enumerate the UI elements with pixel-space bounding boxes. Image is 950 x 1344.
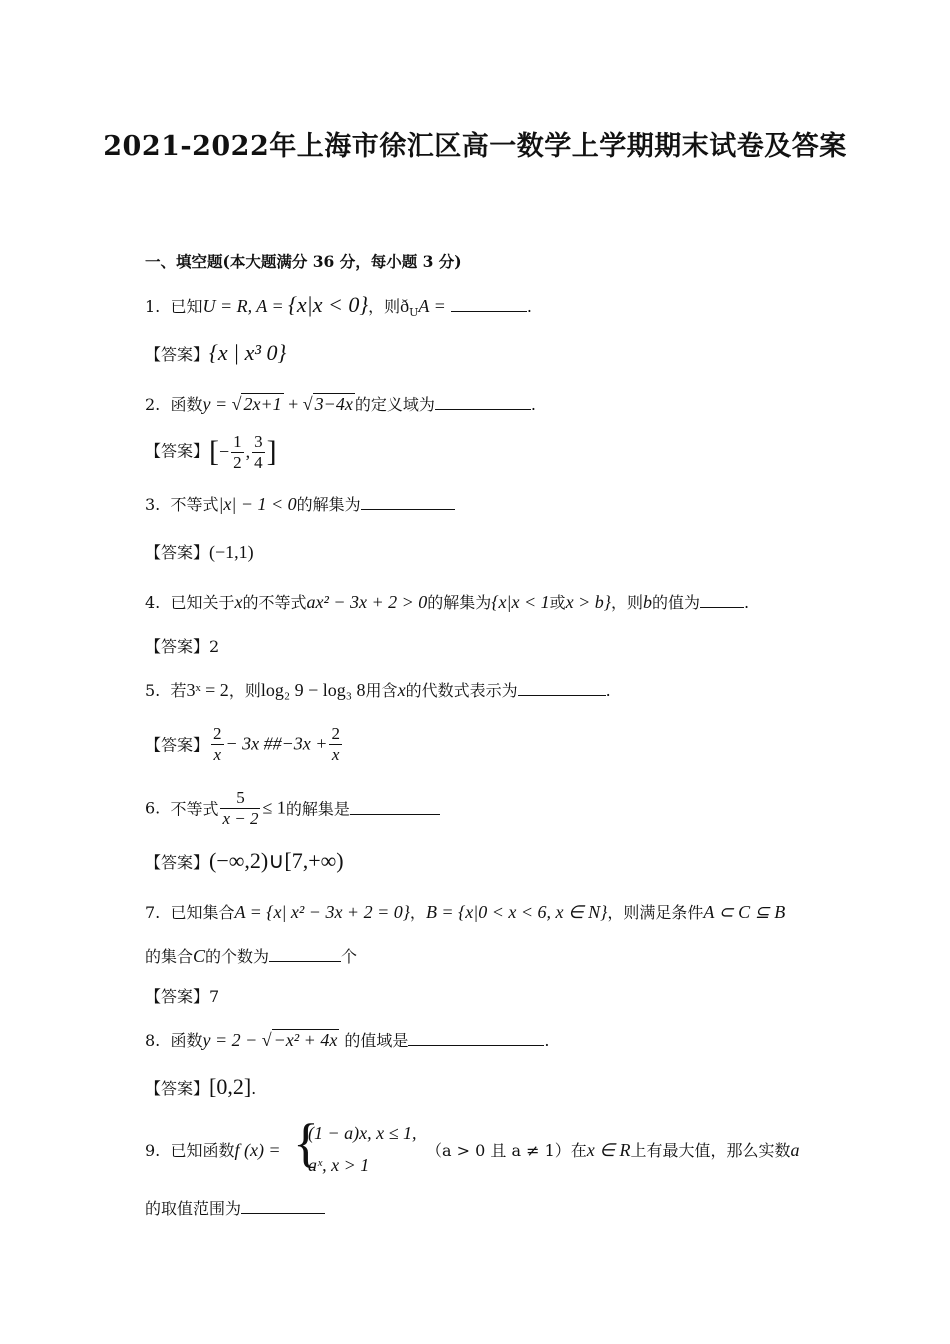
q4-blank — [700, 595, 744, 608]
q4-text: 已知关于 — [170, 593, 235, 612]
q9-function: f (x) = — [234, 1140, 281, 1160]
q5-expr1: 3ˣ = 2 — [186, 680, 229, 700]
question-7-line2 — [145, 944, 357, 967]
q7-text2: ，则满足条件 — [607, 903, 704, 922]
a5-frac1 — [211, 724, 224, 764]
q4-text3: 的解集为 — [427, 593, 492, 612]
q1-complement-sub: U — [409, 306, 419, 320]
answer-8 — [145, 1074, 256, 1100]
q4-period: . — [743, 593, 750, 612]
a2-comma: , — [245, 441, 251, 462]
a7-value: 7 — [209, 987, 220, 1006]
q6-relation: ≤ 1 — [262, 797, 286, 818]
q7-text: 已知集合 — [170, 903, 235, 922]
q2-expr: y = — [202, 394, 232, 414]
q9-domain: x ∈ R — [586, 1140, 631, 1160]
a5-num2: 2 — [331, 724, 340, 743]
answer-3 — [145, 540, 254, 563]
q8-period: . — [544, 1031, 550, 1050]
answer-4 — [145, 634, 219, 657]
q8-number: 8. — [145, 1031, 161, 1050]
q7-c: C — [193, 946, 206, 966]
q4-text2: 的不等式 — [242, 593, 307, 612]
q6-num: 5 — [220, 788, 260, 809]
a2-den2: 4 — [254, 452, 263, 472]
q8-text: 函数 — [170, 1031, 203, 1050]
question-1 — [145, 292, 532, 319]
answer-label: 【答案】 — [145, 637, 210, 656]
q5-text: 若 — [170, 681, 187, 700]
q4-x: x — [234, 592, 243, 612]
a2-right-bracket: ] — [266, 435, 277, 469]
q4-text4: ，则 — [610, 593, 643, 612]
q9-number: 9. — [145, 1141, 161, 1160]
a2-num1: 1 — [233, 432, 242, 451]
q5-x: x — [397, 680, 406, 700]
q9-blank — [241, 1201, 325, 1214]
question-4 — [145, 590, 749, 613]
a5-frac2 — [329, 724, 342, 764]
q2-plus: + — [283, 394, 303, 414]
q2-text: 函数 — [170, 395, 203, 414]
a4-value: 2 — [209, 637, 220, 656]
q5-period: . — [605, 681, 611, 700]
document-title: 2021-2022年上海市徐汇区高一数学上学期期末试卷及答案 — [103, 131, 847, 162]
q1-expr2: A = — [418, 296, 446, 316]
answer-7 — [145, 984, 219, 1007]
q4-expr: ax² − 3x + 2 > 0 — [306, 592, 428, 612]
q5-text2: ，则 — [228, 681, 261, 700]
a6-expr: (−∞,2)∪[7,+∞) — [209, 848, 344, 873]
q9-text: 已知函数 — [170, 1141, 235, 1160]
a2-frac2 — [252, 432, 265, 472]
q7-line2-unit: 个 — [341, 947, 358, 966]
q8-root: −x² + 4x — [273, 1030, 338, 1050]
q6-frac — [220, 788, 260, 828]
q1-text2: ，则 — [368, 297, 401, 316]
answer-label: 【答案】 — [145, 1079, 210, 1098]
question-8: 8. 函数y = 2 − √ −x² + 4x 的值域是 . — [145, 1030, 550, 1050]
a1-expr: {x | x³ 0} — [209, 340, 287, 365]
a2-minus: − — [219, 441, 230, 462]
question-9-line2 — [145, 1196, 325, 1219]
question-5 — [145, 678, 611, 701]
q1-number: 1. — [145, 297, 161, 316]
a2-den1: 2 — [233, 452, 242, 472]
q6-number: 6. — [145, 798, 161, 818]
q9-case-2 — [308, 1155, 369, 1176]
q7-comma: ， — [409, 903, 426, 922]
q6-blank — [350, 802, 440, 815]
question-7 — [145, 900, 785, 923]
answer-label: 【答案】 — [145, 441, 210, 461]
q1-set: {x|x < 0} — [288, 292, 369, 317]
q7-condition: A ⊂ C ⊆ B — [703, 902, 786, 922]
q7-number: 7. — [145, 903, 161, 922]
q9-piecewise-brace: { — [293, 1113, 319, 1173]
answer-2 — [145, 432, 277, 472]
q1-complement-symbol: ð — [400, 296, 410, 316]
q5-expr2: log₂ 9 − log₃ 8 — [260, 680, 366, 700]
a2-left-bracket: [ — [209, 435, 220, 469]
a2-num2: 3 — [254, 432, 263, 451]
q5-number: 5. — [145, 681, 161, 700]
q3-blank — [361, 497, 455, 510]
a8-expr: [0,2] — [209, 1074, 252, 1099]
a8-period: . — [251, 1079, 257, 1098]
q5-text4: 的代数式表示为 — [405, 681, 518, 700]
q1-period: . — [526, 297, 532, 316]
q4-set-part2: x > b} — [565, 592, 611, 612]
q5-text3: 用含 — [365, 681, 398, 700]
answer-label: 【答案】 — [145, 987, 210, 1006]
answer-label: 【答案】 — [145, 853, 210, 872]
q7-set-a: A = {x| x² − 3x + 2 = 0} — [234, 902, 410, 922]
q8-text2: 的值域是 — [344, 1031, 409, 1050]
q9-case1-text: (1 − a)x, x ≤ 1, — [308, 1123, 417, 1143]
q1-expr: U = R, A = — [202, 296, 289, 316]
q2-root1: 2x+1 — [243, 394, 282, 414]
q4-b: b — [642, 592, 652, 612]
q2-number: 2. — [145, 395, 161, 414]
q7-blank — [269, 949, 341, 962]
question-6 — [145, 788, 440, 828]
a3-expr: (−1,1) — [209, 542, 254, 562]
q3-text: 不等式 — [170, 495, 219, 514]
q2-blank — [435, 397, 531, 410]
q9-text2: 上有最大值，那么实数 — [630, 1141, 791, 1160]
a5-num1: 2 — [213, 724, 222, 743]
question-3 — [145, 492, 455, 515]
q1-text: 已知 — [170, 297, 203, 316]
answer-6 — [145, 848, 344, 874]
q4-or: 或 — [549, 593, 566, 612]
a2-frac1 — [231, 432, 244, 472]
q5-blank — [518, 683, 606, 696]
a5-den2: x — [331, 744, 340, 764]
q6-text2: 的解集是 — [285, 799, 350, 819]
a5-middle: − 3x ##−3x + — [225, 733, 328, 754]
answer-label: 【答案】 — [145, 735, 210, 755]
q8-blank — [408, 1033, 544, 1046]
q6-text: 不等式 — [170, 799, 219, 819]
a5-den1: x — [213, 744, 222, 764]
q9-a: a — [790, 1140, 800, 1160]
answer-label: 【答案】 — [145, 543, 210, 562]
q2-text2: 的定义域为 — [354, 395, 435, 414]
q9-case-1 — [308, 1123, 417, 1144]
q4-set-part1: {x|x < 1 — [491, 592, 550, 612]
q7-line2-text2: 的个数为 — [205, 947, 270, 966]
q9-condition: （a > 0 且 a ≠ 1）在 — [426, 1141, 587, 1160]
q9-line2-text: 的取值范围为 — [145, 1199, 242, 1218]
q3-text2: 的解集为 — [296, 495, 361, 514]
q2-period: . — [530, 395, 536, 414]
q6-den: x − 2 — [222, 808, 259, 828]
q9-case2-text: aˣ, x > 1 — [308, 1155, 370, 1175]
q4-number: 4. — [145, 593, 161, 612]
question-9 — [145, 1138, 281, 1161]
q8-expr: y = 2 − — [202, 1030, 262, 1050]
q3-number: 3. — [145, 495, 161, 514]
answer-1 — [145, 340, 286, 366]
section-heading: 一、填空题(本大题满分 36 分，每小题 3 分) — [145, 252, 462, 271]
q1-blank — [451, 299, 527, 312]
question-2: 2. 函数y = √ 2x+1 + √ 3−4x 的定义域为 . — [145, 394, 536, 414]
q2-root2: 3−4x — [314, 394, 353, 414]
answer-5 — [145, 724, 344, 764]
q7-set-b: B = {x|0 < x < 6, x ∈ N} — [425, 902, 608, 922]
q4-text5: 的值为 — [651, 593, 700, 612]
q7-line2-text: 的集合 — [145, 947, 194, 966]
question-9-rest — [426, 1138, 799, 1161]
answer-label: 【答案】 — [145, 345, 210, 364]
q3-expr: |x| − 1 < 0 — [218, 494, 297, 514]
